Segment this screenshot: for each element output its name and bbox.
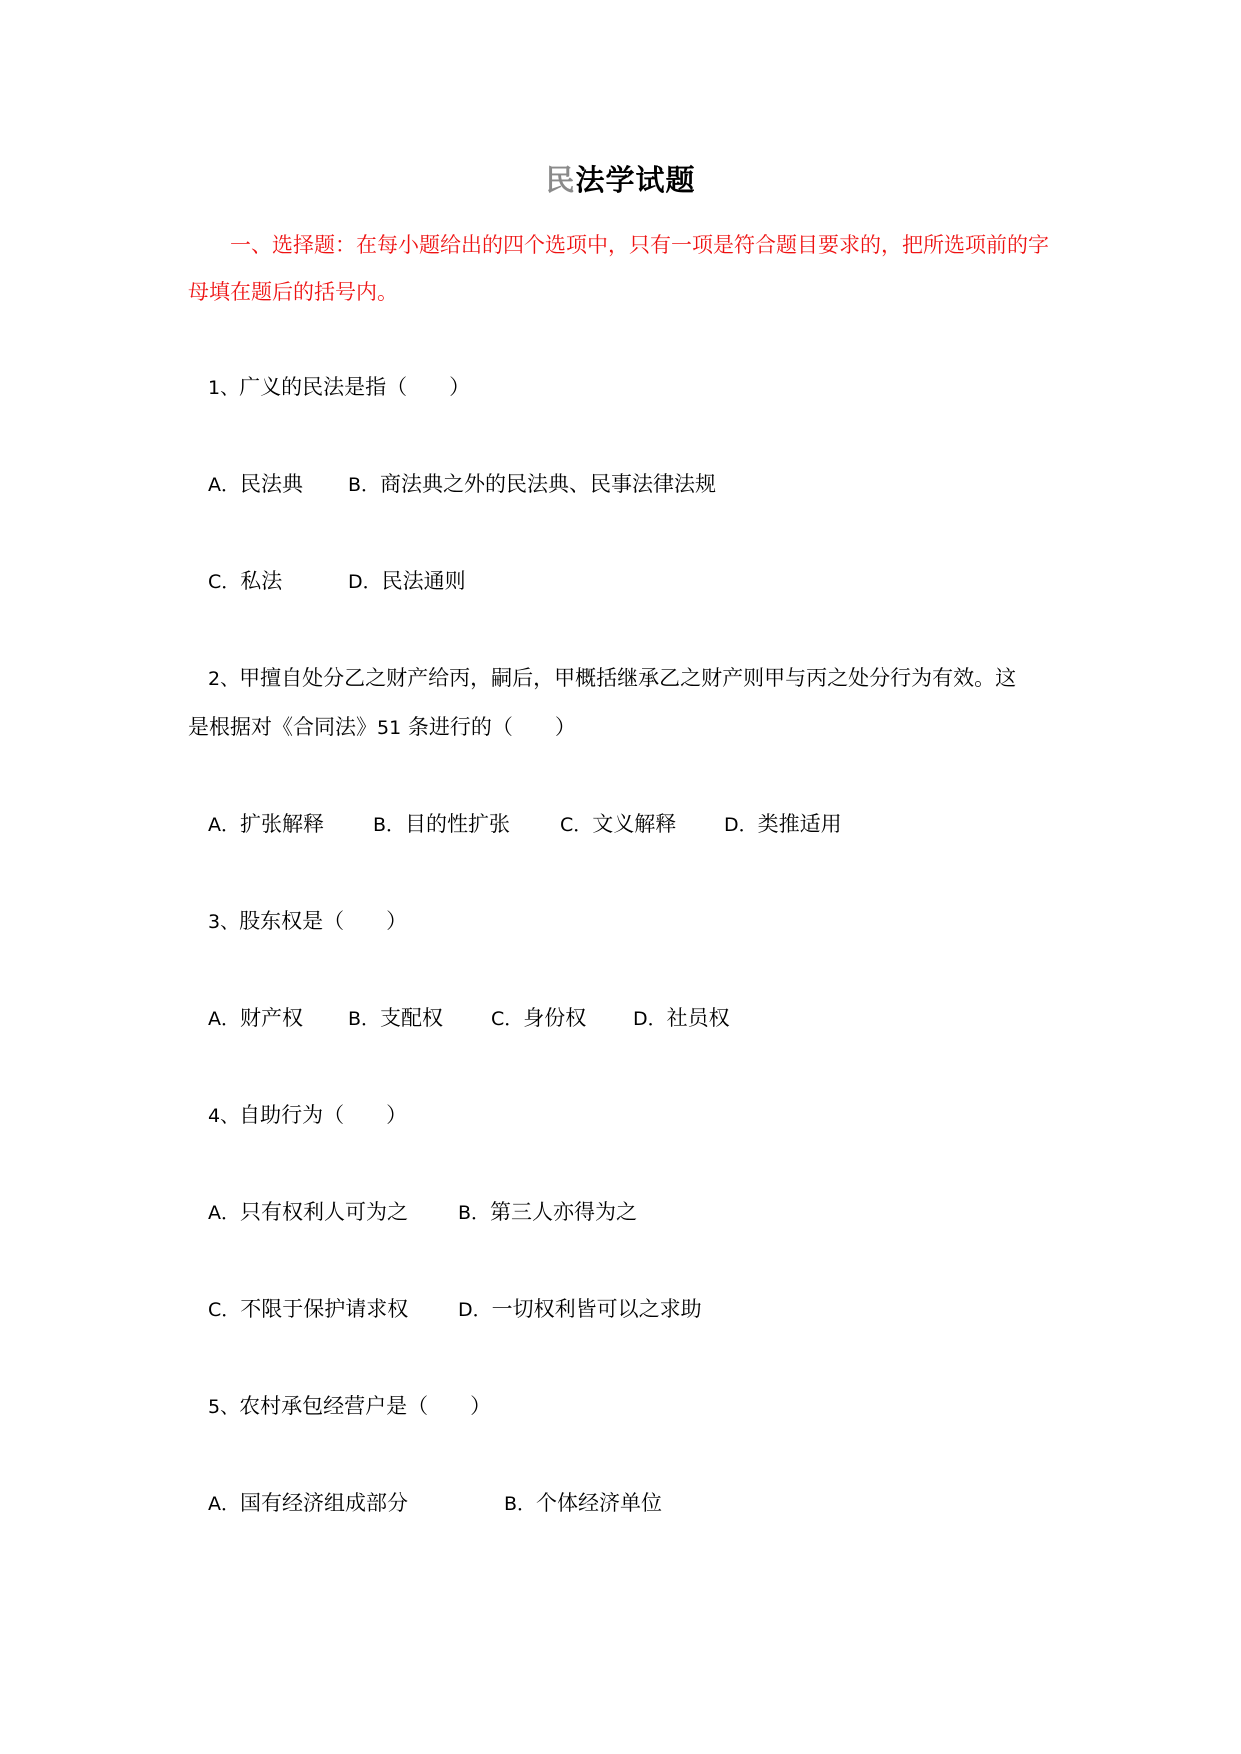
question-1-options-row-1	[208, 467, 1008, 501]
option-letter: B．	[504, 1493, 537, 1515]
question-text-line-1: 甲擅自处分乙之财产给丙，嗣后，甲概括继承乙之财产则甲与丙之处分行为有效。这	[239, 666, 1017, 690]
option-b	[348, 467, 716, 502]
question-number: 5、	[208, 1396, 240, 1418]
option-letter: D．	[458, 1299, 492, 1321]
option-a	[208, 1486, 408, 1521]
option-text: 只有权利人可为之	[240, 1200, 408, 1224]
option-letter: D．	[633, 1008, 667, 1030]
option-text: 个体经济单位	[536, 1491, 663, 1515]
question-2	[208, 661, 1016, 695]
option-letter: C．	[208, 1299, 241, 1321]
question-4-options-row-2	[208, 1292, 1008, 1326]
option-letter: A．	[208, 814, 240, 836]
question-text-line-2: 是根据对《合同法》	[188, 715, 377, 739]
option-letter: A．	[208, 474, 240, 496]
option-letter: C．	[208, 571, 241, 593]
option-letter: C．	[491, 1008, 524, 1030]
option-c	[491, 1001, 586, 1036]
option-letter: D．	[348, 571, 382, 593]
title-rest: 法学试题	[575, 163, 696, 197]
option-letter: A．	[208, 1493, 240, 1515]
question-5	[208, 1389, 491, 1423]
option-b	[348, 1001, 443, 1036]
question-4	[208, 1098, 407, 1132]
option-text: 私法	[240, 569, 283, 593]
question-text: 自助行为（ ）	[239, 1103, 408, 1127]
question-2-line-2	[188, 710, 576, 744]
option-text: 支配权	[380, 1006, 444, 1030]
document-title	[0, 160, 1241, 200]
question-3-options	[208, 1001, 1008, 1035]
question-number: 3、	[208, 911, 240, 933]
question-4-options-row-1	[208, 1195, 1008, 1229]
option-text: 身份权	[523, 1006, 587, 1030]
option-text: 目的性扩张	[405, 812, 511, 836]
question-1	[208, 370, 470, 404]
option-a	[208, 1195, 408, 1230]
option-d	[458, 1292, 702, 1327]
option-c	[208, 564, 282, 599]
question-2-options	[208, 807, 1008, 841]
option-d	[724, 807, 842, 842]
option-letter: A．	[208, 1202, 240, 1224]
option-letter: B．	[348, 1008, 381, 1030]
question-1-options-row-2	[208, 564, 1008, 598]
question-text-line-2-end: 条进行的（ ）	[401, 715, 576, 739]
option-text: 一切权利皆可以之求助	[491, 1297, 702, 1321]
option-text: 不限于保护请求权	[240, 1297, 409, 1321]
option-text: 社员权	[666, 1006, 730, 1030]
option-a	[208, 467, 303, 502]
option-letter: B．	[373, 814, 406, 836]
option-text: 扩张解释	[240, 812, 324, 836]
section-heading: 一、选择题：在每小题给出的四个选项中，只有一项是符合题目要求的，把所选项前的字母填在题后的括号内。	[188, 233, 1049, 304]
option-text: 财产权	[240, 1006, 303, 1030]
option-letter: B．	[458, 1202, 491, 1224]
option-b	[504, 1486, 662, 1521]
option-letter: D．	[724, 814, 758, 836]
option-text: 民法典	[240, 472, 303, 496]
option-c	[208, 1292, 408, 1327]
question-5-options	[208, 1486, 1008, 1520]
question-3	[208, 904, 407, 938]
question-text: 农村承包经营户是（ ）	[239, 1394, 492, 1418]
option-letter: C．	[560, 814, 593, 836]
title-first-char: 民	[545, 163, 576, 197]
option-c	[560, 807, 676, 842]
option-b	[458, 1195, 637, 1230]
option-text: 文义解释	[592, 812, 677, 836]
question-number: 2、	[208, 668, 240, 690]
option-text: 第三人亦得为之	[490, 1200, 638, 1224]
option-d	[348, 564, 466, 599]
option-text: 民法通则	[381, 569, 466, 593]
question-number: 4、	[208, 1105, 240, 1127]
option-letter: A．	[208, 1008, 240, 1030]
option-d	[633, 1001, 730, 1036]
question-text: 股东权是（ ）	[239, 909, 408, 933]
option-letter: B．	[348, 474, 381, 496]
article-number: 51	[377, 717, 402, 739]
option-a	[208, 807, 324, 842]
option-text: 类推适用	[757, 812, 842, 836]
option-text: 商法典之外的民法典、民事法律法规	[380, 472, 717, 496]
option-a	[208, 1001, 303, 1036]
question-number: 1、	[208, 377, 240, 399]
question-text: 广义的民法是指（ ）	[239, 375, 471, 399]
option-b	[373, 807, 510, 842]
option-text: 国有经济组成部分	[240, 1491, 408, 1515]
